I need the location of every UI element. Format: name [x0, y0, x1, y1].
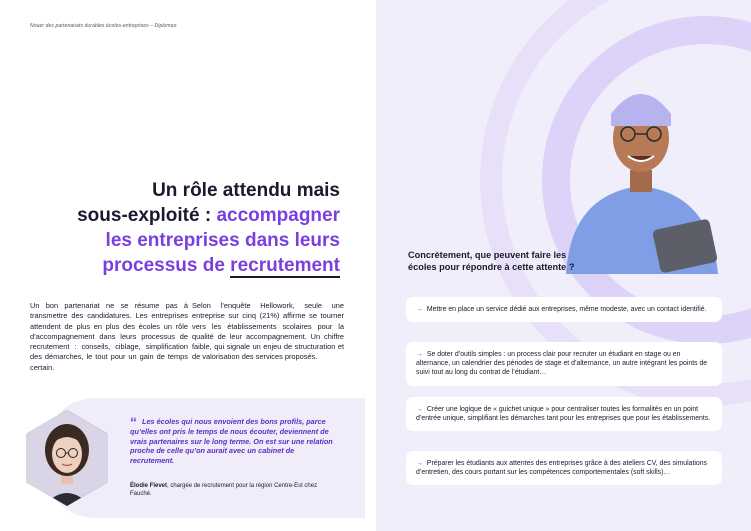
- quote-text: Les écoles qui nous envoient des bons profils, parce qu’elles ont pris le temps de nous écouter, deviennent de vrais partenaires sur le long terme. On est sur une relation proche de celle qu’on aurait avec un cabinet de recrutement.: [130, 417, 333, 466]
- portrait-illustration: [22, 408, 112, 508]
- quote-author-role: , chargée de recrutement pour la région Centre-Est chez Fauché.: [130, 483, 318, 497]
- arrow-right-icon: →: [416, 460, 423, 467]
- page-title: [40, 178, 340, 278]
- title-line-1: Un rôle attendu mais: [152, 180, 340, 201]
- body-column-1: Un bon partenariat ne se résume pas à transmettre des candidatures. Les entreprises attendent de plus en plus des écoles un rôle d’accompagnement dans leurs processus de recrutement : conseils, ciblage, simplification des démarches, le tout pour un gain de temps certain.: [30, 301, 188, 372]
- title-line-4-a: processus de: [102, 255, 231, 276]
- title-line-4-b: recrutement: [230, 255, 340, 276]
- title-line-2-accent: accompagner: [216, 205, 340, 226]
- quote-author: [130, 482, 340, 498]
- student-illustration: [556, 74, 726, 274]
- action-card-2: [406, 342, 722, 386]
- action-card-text: Préparer les étudiants aux attentes des entreprises grâce à des ateliers CV, des simulations d’entretien, des cours portant sur les compétences comportementales (soft skills)…: [416, 460, 708, 477]
- arrow-right-icon: →: [416, 351, 423, 358]
- title-line-3: les entreprises dans leurs: [105, 230, 340, 251]
- right-page: [376, 0, 751, 531]
- action-card-1: [406, 297, 722, 322]
- action-card-text: Mettre en place un service dédié aux entreprises, même modeste, avec un contact identifié.: [426, 306, 707, 313]
- quote-author-name: Élodie Flevet: [130, 483, 168, 489]
- question-heading: Concrètement, que peuvent faire les écoles pour répondre à cette attente ?: [408, 250, 575, 272]
- quote-mark: “: [130, 414, 137, 430]
- action-card-3: [406, 397, 722, 431]
- action-card-text: Se doter d’outils simples : un process clair pour recruter un étudiant en stage ou en alternance, un calendrier des périodes de stage et d’alternance, un autre intégrant les points de suivi tout au long du contrat de l’étudiant…: [416, 351, 708, 377]
- arrow-right-icon: →: [416, 406, 423, 413]
- body-column-2: Selon l’enquête Hellowork, seule une entreprise sur cinq (21%) affirme se tourner vers les établissements scolaires pour la qualité de leur accompagnement. Un chiffre faible, qui signale un enjeu de structuration et de valorisation des services proposés.: [192, 301, 344, 362]
- action-card-text: Créer une logique de « guichet unique » pour centraliser toutes les formalités en un point d’entrée unique, simplifiant les démarches tant pour les entreprises que pour les établissements.: [416, 406, 711, 423]
- arrow-right-icon: →: [416, 306, 423, 313]
- title-line-2-dark: sous-exploité :: [77, 205, 217, 226]
- running-head: Nouer des partenariats durables écoles-entreprises – Diplomeo: [30, 23, 177, 29]
- action-card-4: [406, 451, 722, 485]
